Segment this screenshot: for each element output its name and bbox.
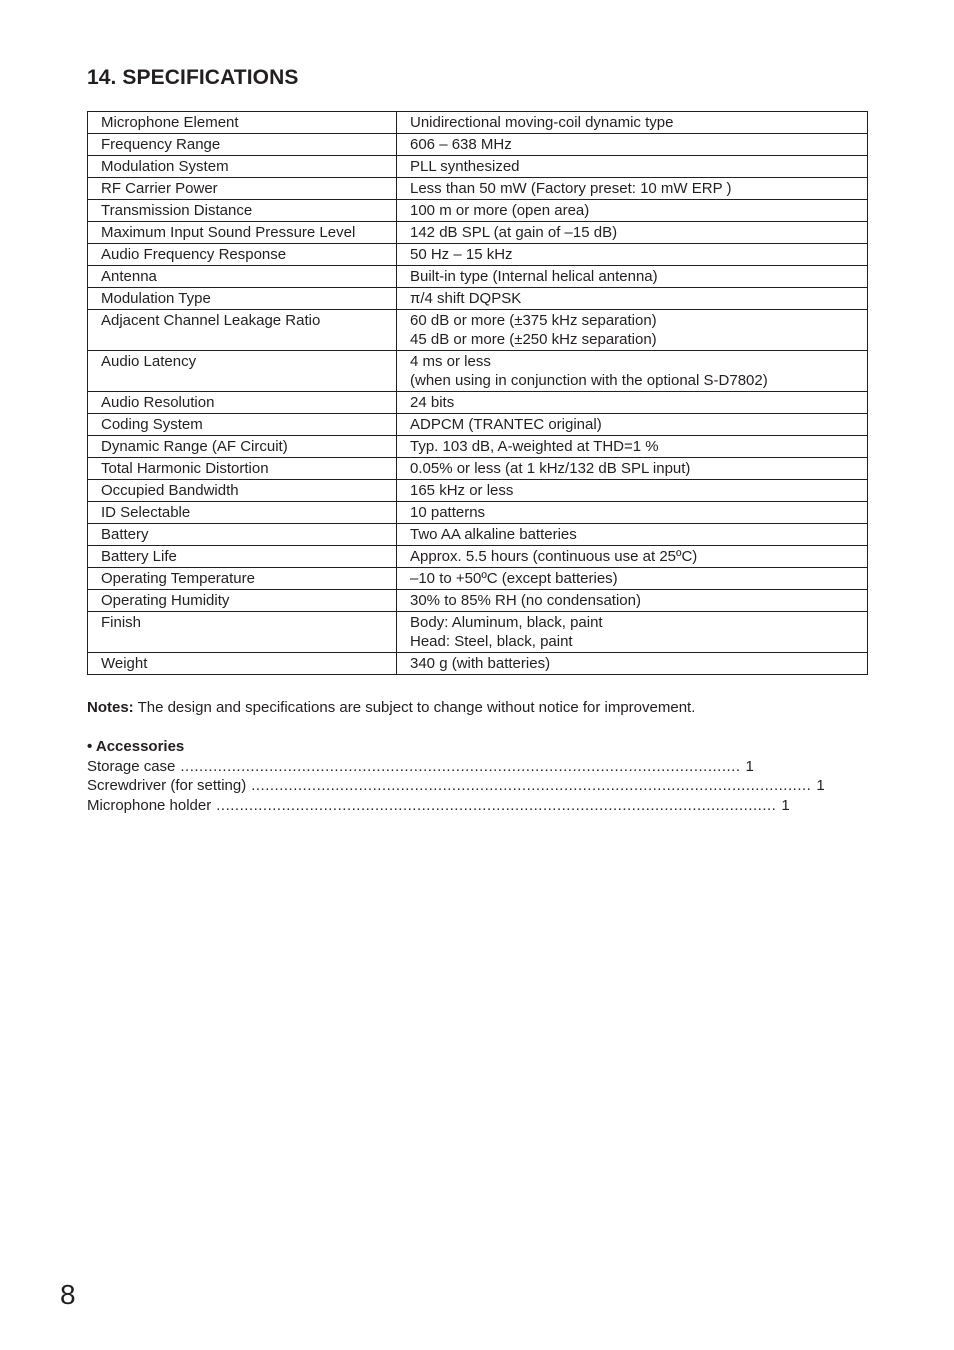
spec-value: [397, 112, 868, 134]
spec-name: Maximum Input Sound Pressure Level: [88, 222, 397, 244]
table-row: [88, 392, 868, 414]
accessories-heading: • Accessories: [87, 738, 185, 755]
notes: [87, 698, 695, 717]
table-row: [88, 200, 868, 222]
accessories-section: [87, 737, 825, 815]
spec-value: [397, 436, 868, 458]
spec-value: [397, 244, 868, 266]
table-row: [88, 546, 868, 568]
table-row: [88, 568, 868, 590]
spec-value-line: 340 g (with batteries): [410, 655, 551, 672]
spec-value-line: 60 dB or more (±375 kHz separation): [410, 312, 657, 329]
spec-value: [397, 502, 868, 524]
list-item: [87, 776, 825, 796]
notes-label: Notes:: [87, 699, 134, 716]
spec-value-line: Typ. 103 dB, A-weighted at THD=1 %: [410, 438, 659, 455]
spec-value: [397, 310, 868, 351]
spec-value: [397, 222, 868, 244]
accessory-name: Screwdriver (for setting): [87, 777, 247, 794]
spec-value: [397, 568, 868, 590]
spec-value-line: π/4 shift DQPSK: [410, 290, 522, 307]
table-row: [88, 112, 868, 134]
spec-value: [397, 612, 868, 653]
spec-value: [397, 392, 868, 414]
table-row: [88, 134, 868, 156]
table-row: [88, 156, 868, 178]
accessory-quantity: 1: [781, 796, 790, 814]
list-item: [87, 796, 790, 816]
specifications-table-body: [88, 112, 868, 675]
dot-leader: ........................................................................................................................: [251, 777, 812, 794]
spec-name: RF Carrier Power: [88, 178, 397, 200]
table-row: [88, 590, 868, 612]
table-row: [88, 222, 868, 244]
table-row: [88, 502, 868, 524]
table-row: [88, 288, 868, 310]
dot-leader: ........................................................................................................................: [216, 796, 777, 814]
spec-value: [397, 200, 868, 222]
spec-name: Operating Humidity: [88, 590, 397, 612]
spec-name: Audio Latency: [88, 351, 397, 392]
spec-value-line: PLL synthesized: [410, 158, 520, 175]
spec-value: [397, 414, 868, 436]
table-row: [88, 351, 868, 392]
spec-value: [397, 351, 868, 392]
spec-value-line: Unidirectional moving-coil dynamic type: [410, 114, 674, 131]
spec-value-line: 165 kHz or less: [410, 482, 514, 499]
dot-leader: ........................................................................................................................: [180, 757, 741, 775]
table-row: [88, 458, 868, 480]
accessory-name: Microphone holder: [87, 796, 212, 814]
table-row: [88, 653, 868, 675]
spec-name: Dynamic Range (AF Circuit): [88, 436, 397, 458]
spec-value-line: 606 – 638 MHz: [410, 136, 512, 153]
list-item: [87, 757, 754, 777]
spec-name: Weight: [88, 653, 397, 675]
spec-name: Audio Resolution: [88, 392, 397, 414]
spec-value: [397, 524, 868, 546]
spec-value: [397, 590, 868, 612]
spec-value: [397, 546, 868, 568]
table-row: [88, 414, 868, 436]
spec-name: Finish: [88, 612, 397, 653]
table-row: [88, 436, 868, 458]
spec-name: Antenna: [88, 266, 397, 288]
spec-value-line: Approx. 5.5 hours (continuous use at 25ºC): [410, 548, 698, 565]
spec-name: Modulation System: [88, 156, 397, 178]
spec-value-line: 50 Hz – 15 kHz: [410, 246, 513, 263]
spec-value-line: 4 ms or less: [410, 353, 491, 370]
spec-value: [397, 134, 868, 156]
spec-value-line: Less than 50 mW (Factory preset: 10 mW ERP ): [410, 180, 732, 197]
spec-name: Occupied Bandwidth: [88, 480, 397, 502]
accessory-name: Storage case: [87, 757, 176, 775]
spec-name: Battery: [88, 524, 397, 546]
spec-value-line: 0.05% or less (at 1 kHz/132 dB SPL input): [410, 460, 691, 477]
spec-value-line: 142 dB SPL (at gain of –15 dB): [410, 224, 618, 241]
spec-value-line: Two AA alkaline batteries: [410, 526, 577, 543]
spec-name: Audio Frequency Response: [88, 244, 397, 266]
spec-name: Operating Temperature: [88, 568, 397, 590]
table-row: [88, 244, 868, 266]
spec-name: Adjacent Channel Leakage Ratio: [88, 310, 397, 351]
spec-name: Coding System: [88, 414, 397, 436]
spec-value-line: 24 bits: [410, 394, 455, 411]
page-title: 14. SPECIFICATIONS: [87, 66, 299, 89]
spec-value-line: ADPCM (TRANTEC original): [410, 416, 602, 433]
spec-value-line: Built-in type (Internal helical antenna): [410, 268, 658, 285]
spec-value-line: 100 m or more (open area): [410, 202, 590, 219]
spec-value: [397, 653, 868, 675]
table-row: [88, 178, 868, 200]
spec-name: Transmission Distance: [88, 200, 397, 222]
spec-name: Microphone Element: [88, 112, 397, 134]
spec-name: Modulation Type: [88, 288, 397, 310]
spec-value-line: –10 to +50ºC (except batteries): [410, 570, 618, 587]
spec-value: [397, 178, 868, 200]
table-row: [88, 310, 868, 351]
spec-name: Battery Life: [88, 546, 397, 568]
spec-value-line: 10 patterns: [410, 504, 486, 521]
spec-value-line: 30% to 85% RH (no condensation): [410, 592, 641, 609]
spec-value-line: (when using in conjunction with the optional S-D7802): [410, 372, 768, 389]
notes-text: The design and specifications are subject to change without notice for improvement.: [133, 699, 696, 716]
accessories-list: [87, 757, 825, 816]
table-row: [88, 612, 868, 653]
spec-value: [397, 458, 868, 480]
specifications-table: [87, 111, 868, 675]
spec-value-line: 45 dB or more (±250 kHz separation): [410, 331, 657, 348]
spec-name: Frequency Range: [88, 134, 397, 156]
spec-value: [397, 288, 868, 310]
spec-name: Total Harmonic Distortion: [88, 458, 397, 480]
spec-value-line: Body: Aluminum, black, paint: [410, 614, 603, 631]
table-row: [88, 480, 868, 502]
page-number: 8: [60, 1279, 76, 1310]
spec-value: [397, 266, 868, 288]
spec-value-line: Head: Steel, black, paint: [410, 633, 573, 650]
table-row: [88, 266, 868, 288]
spec-value: [397, 156, 868, 178]
table-row: [88, 524, 868, 546]
spec-name: ID Selectable: [88, 502, 397, 524]
accessory-quantity: 1: [816, 777, 825, 794]
spec-value: [397, 480, 868, 502]
accessory-quantity: 1: [745, 757, 754, 775]
